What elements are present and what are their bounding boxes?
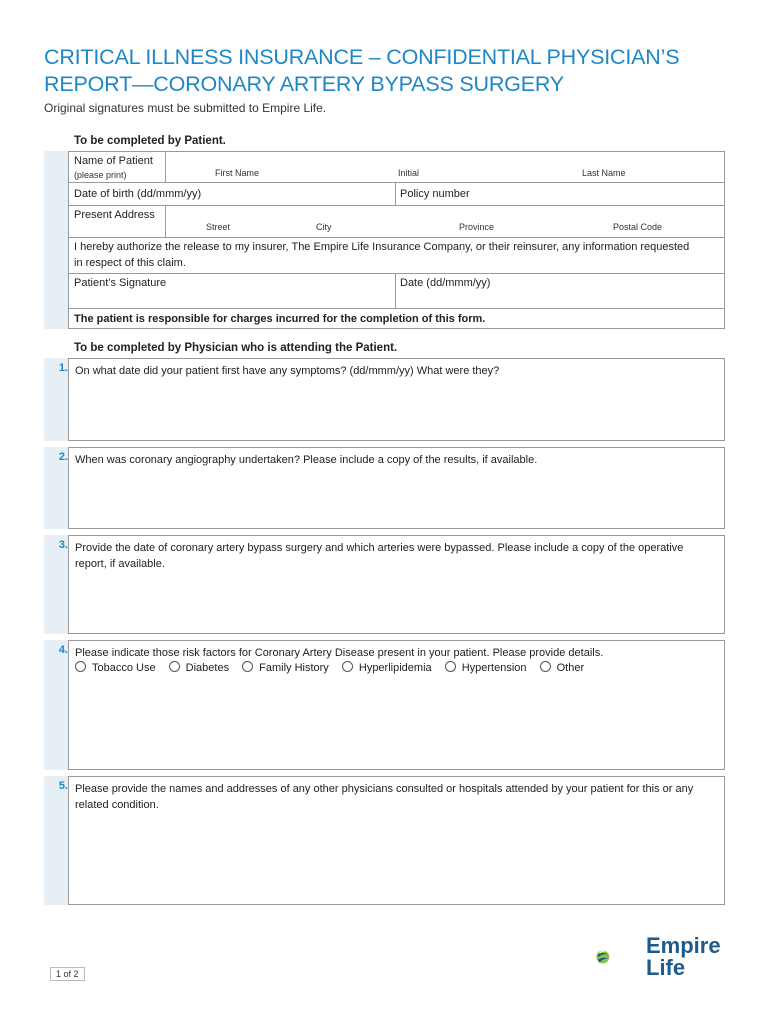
- question-number: 1.: [58, 362, 68, 374]
- policy-number-label: Policy number: [400, 188, 470, 200]
- form-title: CRITICAL ILLNESS INSURANCE – CONFIDENTIAL PHYSICIAN’S REPORT—CORONARY ARTERY BYPASS SURGERY: [44, 45, 680, 96]
- initial-label: Initial: [398, 168, 420, 178]
- question-2-box[interactable]: [44, 447, 725, 529]
- risk-option-hypertension[interactable]: Hypertension: [445, 661, 527, 674]
- risk-option-tobacco[interactable]: Tobacco Use: [75, 661, 156, 674]
- last-name-label: Last Name: [582, 168, 626, 178]
- logo-text-empire: Empire: [646, 933, 721, 958]
- logo-text-life: Life: [646, 955, 686, 980]
- question-number: 2.: [58, 451, 68, 463]
- patient-name-hint: (please print): [74, 170, 127, 180]
- radio-icon[interactable]: [445, 661, 456, 672]
- authorization-text: I hereby authorize the release to my insurer, The Empire Life Insurance Company, or their reinsurer, any information requested in respect of this claim.: [74, 241, 690, 269]
- patient-name-label: Name of Patient: [74, 155, 153, 167]
- risk-option-family-history[interactable]: Family History: [242, 661, 329, 674]
- page-number: 1 of 2: [50, 967, 85, 981]
- patient-section-heading: To be completed by Patient.: [74, 135, 226, 147]
- question-text: Please indicate those risk factors for Coronary Artery Disease present in your patient. Please provide details.: [75, 647, 604, 659]
- city-label: City: [316, 222, 332, 232]
- question-text: Please provide the names and addresses of any other physicians consulted or hospitals attended by your patient for this or any related condition.: [75, 783, 694, 811]
- signature-date-label: Date (dd/mmm/yy): [400, 277, 491, 289]
- question-text: On what date did your patient first have any symptoms? (dd/mmm/yy) What were they?: [75, 365, 500, 377]
- patient-section: [44, 151, 725, 329]
- physician-section-heading: To be completed by Physician who is attending the Patient.: [74, 342, 398, 354]
- question-number: 3.: [58, 539, 68, 551]
- risk-option-hyperlipidemia[interactable]: Hyperlipidemia: [342, 661, 432, 674]
- postal-code-label: Postal Code: [613, 222, 663, 232]
- street-label: Street: [206, 222, 231, 232]
- charges-note: The patient is responsible for charges incurred for the completion of this form.: [74, 313, 486, 325]
- question-4-box[interactable]: [44, 640, 725, 770]
- radio-icon[interactable]: [342, 661, 353, 672]
- question-text: When was coronary angiography undertaken? Please include a copy of the results, if available.: [75, 454, 538, 466]
- question-number: 4.: [58, 644, 68, 656]
- question-text: Provide the date of coronary artery bypass surgery and which arteries were bypassed. Please include a copy of the operative report, if available.: [75, 542, 684, 570]
- address-label: Present Address: [74, 209, 155, 221]
- risk-factor-options: [75, 661, 594, 674]
- patient-signature-label: Patient’s Signature: [74, 277, 167, 289]
- question-5-box[interactable]: [44, 776, 725, 905]
- dob-label: Date of birth (dd/mmm/yy): [74, 188, 202, 200]
- radio-icon[interactable]: [169, 661, 180, 672]
- question-3-box[interactable]: [44, 535, 725, 634]
- question-number: 5.: [58, 780, 68, 792]
- form-subtitle: Original signatures must be submitted to Empire Life.: [44, 101, 327, 115]
- risk-option-other[interactable]: Other: [540, 661, 585, 674]
- radio-icon[interactable]: [75, 661, 86, 672]
- radio-icon[interactable]: [242, 661, 253, 672]
- question-1-box[interactable]: [44, 358, 725, 441]
- risk-option-diabetes[interactable]: Diabetes: [169, 661, 229, 674]
- first-name-label: First Name: [215, 168, 260, 178]
- empire-life-logo-icon: [596, 933, 642, 981]
- radio-icon[interactable]: [540, 661, 551, 672]
- province-label: Province: [459, 222, 495, 232]
